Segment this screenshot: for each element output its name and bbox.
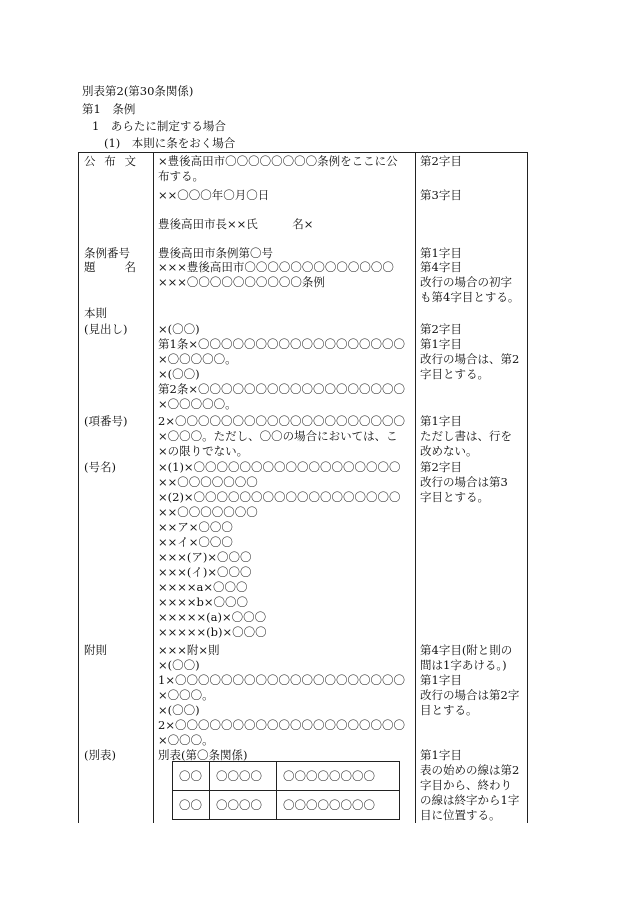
table-cell: 〇〇〇〇〇〇〇〇: [277, 762, 400, 791]
example-line: ××〇〇〇〇〇〇〇: [158, 505, 258, 519]
table-cell: 〇〇〇〇: [210, 791, 277, 820]
example-line: ×(〇〇): [158, 658, 200, 672]
row-label: 題 名: [84, 260, 136, 274]
note-line: 第2字目: [420, 154, 462, 168]
example-line: ×××附×則: [158, 643, 220, 657]
note-line: 第1字目: [420, 414, 462, 428]
example-line: 2×〇〇〇〇〇〇〇〇〇〇〇〇〇〇〇〇〇〇〇〇: [158, 718, 405, 732]
example-line: ×〇〇〇〇〇。: [158, 352, 237, 366]
note-line: 間は1字あける。): [420, 658, 507, 672]
table-cell: 〇〇〇〇: [210, 762, 277, 791]
example-line: ×(〇〇): [158, 703, 200, 717]
position-note: [420, 414, 528, 459]
row-label: (見出し): [84, 322, 128, 336]
row-label: (別表): [84, 748, 116, 762]
note-line: 改めない。: [420, 444, 478, 458]
example-line: ×××(イ)×〇〇〇: [158, 565, 252, 579]
position-note: [420, 748, 528, 823]
note-line: も第4字目とする。: [420, 290, 520, 304]
example-line: 別表(第〇条関係): [158, 748, 248, 762]
table-cell: 〇〇〇〇〇〇〇〇: [277, 791, 400, 820]
example-line: 豊後高田市条例第〇号: [158, 246, 273, 260]
note-line: 改行の場合の初字: [420, 275, 512, 289]
example-line: 1×〇〇〇〇〇〇〇〇〇〇〇〇〇〇〇〇〇〇〇〇: [158, 673, 405, 687]
example-line: ×〇〇〇。ただし、〇〇の場合においては、こ: [158, 429, 398, 443]
position-note: [420, 460, 528, 505]
position-note: [420, 643, 528, 718]
example-line: ×××××(a)×〇〇〇: [158, 610, 267, 624]
item-title: (1) 本則に条をおく場合: [104, 136, 236, 150]
note-line: 第1字目: [420, 748, 462, 762]
column-divider: [415, 152, 416, 823]
example-line: 第2条×〇〇〇〇〇〇〇〇〇〇〇〇〇〇〇〇〇〇: [158, 382, 405, 396]
format-example: [158, 260, 410, 290]
format-example: [158, 414, 410, 459]
note-line: 目に位置する。: [420, 808, 501, 822]
row-label: 公 布 文: [84, 154, 136, 168]
subsection-title: 1 あらたに制定する場合: [92, 119, 226, 133]
format-example: [158, 154, 410, 184]
note-line: 表の始めの線は第2: [420, 763, 520, 777]
sample-attached-table: [172, 761, 400, 820]
format-example: [158, 217, 410, 232]
format-example: [158, 246, 410, 261]
note-line: 目とする。: [420, 703, 478, 717]
note-line: 字目から、終わり: [420, 778, 512, 792]
example-line: ××〇〇〇年〇月〇日: [158, 188, 270, 202]
example-line: ×の限りでない。: [158, 444, 249, 458]
example-line: ××ア×〇〇〇: [158, 520, 233, 534]
example-line: ×(〇〇): [158, 367, 200, 381]
note-line: 第1字目: [420, 673, 462, 687]
note-line: 第2字目: [420, 460, 462, 474]
position-note: [420, 260, 528, 305]
example-line: ××〇〇〇〇〇〇〇: [158, 475, 258, 489]
note-line: 第1字目: [420, 337, 462, 351]
format-example: [158, 188, 410, 203]
table-cell: 〇〇: [173, 762, 210, 791]
example-line: ×〇〇〇。: [158, 733, 214, 747]
note-line: の線は終字から1字: [420, 793, 520, 807]
position-note: [420, 154, 528, 169]
table-row: [173, 791, 400, 820]
position-note: [420, 188, 528, 203]
example-line: ×〇〇〇〇〇。: [158, 397, 237, 411]
note-line: 第1字目: [420, 246, 462, 260]
row-label: 条例番号: [84, 246, 130, 260]
example-line: ×××××(b)×〇〇〇: [158, 625, 267, 639]
example-line: ×(2)×〇〇〇〇〇〇〇〇〇〇〇〇〇〇〇〇〇〇: [158, 490, 401, 504]
format-example: [158, 460, 410, 640]
note-line: 第2字目: [420, 322, 462, 336]
note-line: 第4字目: [420, 260, 462, 274]
row-label: 本則: [84, 306, 107, 320]
position-note: [420, 246, 528, 261]
example-line: 布する。: [158, 169, 204, 183]
note-line: 第4字目(附と則の: [420, 643, 513, 657]
row-label: 附則: [84, 643, 107, 657]
note-line: 第3字目: [420, 188, 462, 202]
format-example: [158, 322, 410, 412]
example-line: ×豊後高田市〇〇〇〇〇〇〇〇条例をここに公: [158, 154, 398, 168]
section-title: 第1 条例: [82, 102, 136, 116]
example-line: 2×〇〇〇〇〇〇〇〇〇〇〇〇〇〇〇〇〇〇〇〇: [158, 414, 405, 428]
note-line: 字目とする。: [420, 490, 489, 504]
example-line: 豊後高田市長××氏 名×: [158, 217, 314, 231]
note-line: 改行の場合は、第2: [420, 352, 520, 366]
note-line: 改行の場合は第3: [420, 475, 508, 489]
example-line: ×××(ア)×〇〇〇: [158, 550, 252, 564]
appendix-title: 別表第2(第30条関係): [82, 84, 194, 98]
example-line: ××××a×〇〇〇: [158, 580, 248, 594]
example-line: ××××b×〇〇〇: [158, 595, 249, 609]
note-line: ただし書は、行を: [420, 429, 512, 443]
row-label: (号名): [84, 460, 116, 474]
example-line: 第1条×〇〇〇〇〇〇〇〇〇〇〇〇〇〇〇〇〇〇: [158, 337, 405, 351]
row-label: (項番号): [84, 414, 128, 428]
note-line: 改行の場合は第2字: [420, 688, 520, 702]
example-line: ×〇〇〇。: [158, 688, 214, 702]
example-line: ×(1)×〇〇〇〇〇〇〇〇〇〇〇〇〇〇〇〇〇〇: [158, 460, 401, 474]
example-line: ×××〇〇〇〇〇〇〇〇〇〇条例: [158, 275, 325, 289]
position-note: [420, 322, 528, 382]
example-line: ×(〇〇): [158, 322, 200, 336]
format-example: [158, 643, 410, 748]
note-line: 字目とする。: [420, 367, 489, 381]
example-line: ×××豊後高田市〇〇〇〇〇〇〇〇〇〇〇〇〇: [158, 260, 394, 274]
table-cell: 〇〇: [173, 791, 210, 820]
example-line: ××イ×〇〇〇: [158, 535, 233, 549]
table-row: [173, 762, 400, 791]
